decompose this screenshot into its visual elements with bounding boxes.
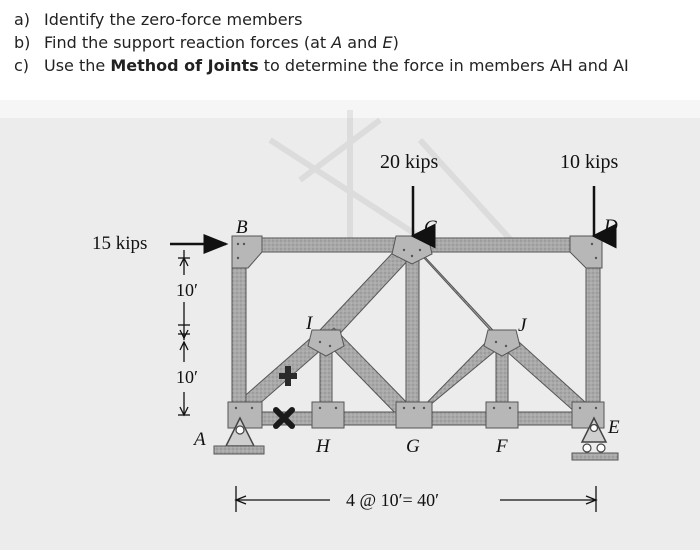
ground-E	[572, 453, 618, 460]
joint-label-E: E	[608, 417, 620, 438]
joint-label-I: I	[306, 313, 313, 334]
dimension-height-upper: 10′	[176, 280, 198, 300]
joint-label-B: B	[236, 217, 248, 238]
joint-label-J: J	[518, 315, 527, 336]
dimension-height-lower: 10′	[176, 367, 198, 387]
question-b-mid: and	[342, 33, 383, 52]
joint-label-G: G	[406, 436, 420, 457]
load-label-d: 10 kips	[560, 151, 619, 173]
question-b-pre: Find the support reaction forces (at	[44, 33, 332, 52]
gusset-H	[312, 402, 344, 428]
dimension-span: 4 @ 10′= 40′	[346, 490, 440, 510]
gusset-E	[572, 402, 604, 428]
joint-label-A: A	[194, 429, 206, 450]
question-b-joint-e: E	[382, 33, 393, 52]
problem-statement	[14, 8, 629, 77]
load-label-c: 20 kips	[380, 151, 439, 173]
question-c	[14, 54, 629, 77]
gusset-A	[228, 402, 262, 428]
question-b	[14, 31, 629, 54]
question-c-bold: Method of Joints	[110, 56, 259, 75]
question-b-text	[44, 31, 399, 54]
question-a-text: Identify the zero-force members	[44, 10, 303, 29]
member-CG	[406, 250, 419, 418]
truss-figure	[0, 100, 700, 550]
question-c-text	[44, 54, 629, 77]
question-c-label: c)	[14, 56, 30, 75]
joint-label-C: C	[424, 217, 437, 238]
ground-A	[214, 446, 264, 454]
question-b-label: b)	[14, 33, 31, 52]
question-b-post: )	[392, 33, 399, 52]
joint-label-H: H	[316, 436, 330, 457]
truss-diagram	[0, 100, 700, 550]
load-label-horizontal: 15 kips	[92, 233, 148, 254]
question-a	[14, 8, 629, 31]
joint-label-F: F	[496, 436, 508, 457]
question-a-label: a)	[14, 10, 31, 29]
gusset-F	[486, 402, 518, 428]
gusset-G	[396, 402, 432, 428]
joint-label-D: D	[604, 216, 618, 237]
question-c-post: to determine the force in members AH and AI	[258, 56, 629, 75]
question-b-joint-a: A	[331, 33, 343, 52]
question-c-pre: Use the	[44, 56, 111, 75]
